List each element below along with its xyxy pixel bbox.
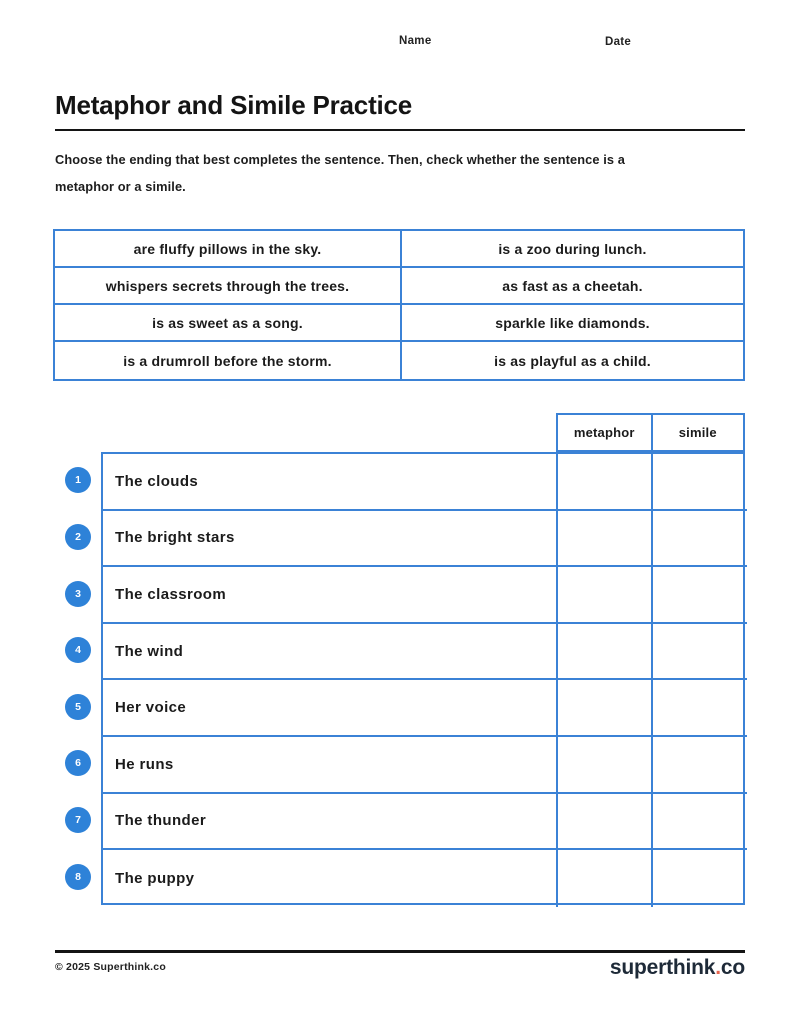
simile-checkbox-cell[interactable]: [653, 794, 747, 851]
sentence-stem: The clouds: [103, 454, 558, 511]
word-bank-table: [53, 229, 745, 381]
metaphor-checkbox-cell[interactable]: [558, 454, 653, 511]
simile-checkbox-cell[interactable]: [653, 454, 747, 511]
metaphor-checkbox-cell[interactable]: [558, 511, 653, 568]
sentence-stem: The puppy: [103, 850, 558, 907]
logo-name: superthink: [609, 956, 716, 979]
word-bank-cell: sparkle like diamonds.: [402, 305, 743, 342]
simile-checkbox-cell[interactable]: [653, 850, 747, 907]
word-bank-cell: is as sweet as a song.: [55, 305, 402, 342]
metaphor-checkbox-cell[interactable]: [558, 850, 653, 907]
simile-checkbox-cell[interactable]: [653, 680, 747, 737]
name-label: Name: [399, 35, 432, 47]
sentence-stem: Her voice: [103, 680, 558, 737]
date-label: Date: [605, 36, 632, 48]
word-bank-cell: are fluffy pillows in the sky.: [55, 231, 402, 268]
word-bank-cell: is as playful as a child.: [494, 352, 651, 369]
superthink-logo: [610, 956, 745, 980]
sentence-table: [101, 452, 745, 905]
sentence-stem: The wind: [103, 624, 558, 681]
instructions-line-1: Choose the ending that best completes the sentence. Then, check whether the sentence is a: [55, 152, 625, 167]
simile-checkbox-cell[interactable]: [653, 737, 747, 794]
page-title: Metaphor and Simile Practice: [55, 90, 413, 120]
row-number-badge: 7: [65, 807, 91, 833]
copyright-text: © 2025 Superthink.co: [55, 961, 166, 973]
check-columns-header: [556, 413, 745, 452]
row-number-badge: 8: [65, 864, 91, 890]
simile-checkbox-cell[interactable]: [653, 624, 747, 681]
instructions: [55, 147, 715, 200]
metaphor-checkbox-cell[interactable]: [558, 624, 653, 681]
sentence-stem: The bright stars: [103, 511, 558, 568]
word-bank-cell: is a zoo during lunch.: [402, 231, 743, 268]
metaphor-checkbox-cell[interactable]: [558, 794, 653, 851]
row-number-badge: 3: [65, 581, 91, 607]
row-number-badge: 2: [65, 524, 91, 550]
metaphor-checkbox-cell[interactable]: [558, 680, 653, 737]
row-number-badge: 5: [65, 694, 91, 720]
row-number-badge: 4: [65, 637, 91, 663]
word-bank-cell: whispers secrets through the trees.: [55, 268, 402, 305]
title-block: [55, 90, 745, 131]
instructions-line-2: metaphor or a simile.: [55, 178, 186, 194]
sentence-stem: The classroom: [103, 567, 558, 624]
metaphor-checkbox-cell[interactable]: [558, 567, 653, 624]
word-bank-cell: as fast as a cheetah.: [402, 268, 743, 305]
logo-dot: .: [715, 956, 721, 979]
metaphor-checkbox-cell[interactable]: [558, 737, 653, 794]
metaphor-column-header: metaphor: [573, 425, 635, 440]
simile-checkbox-cell[interactable]: [653, 511, 747, 568]
simile-column-header: simile: [651, 415, 744, 450]
logo-tld: co: [720, 956, 745, 979]
simile-checkbox-cell[interactable]: [653, 567, 747, 624]
row-number-badge: 6: [65, 750, 91, 776]
sentence-stem: He runs: [103, 737, 558, 794]
row-number-badge: 1: [65, 467, 91, 493]
footer-divider: [55, 950, 745, 953]
word-bank-cell: is a drumroll before the storm.: [55, 342, 402, 379]
sentence-stem: The thunder: [103, 794, 558, 851]
